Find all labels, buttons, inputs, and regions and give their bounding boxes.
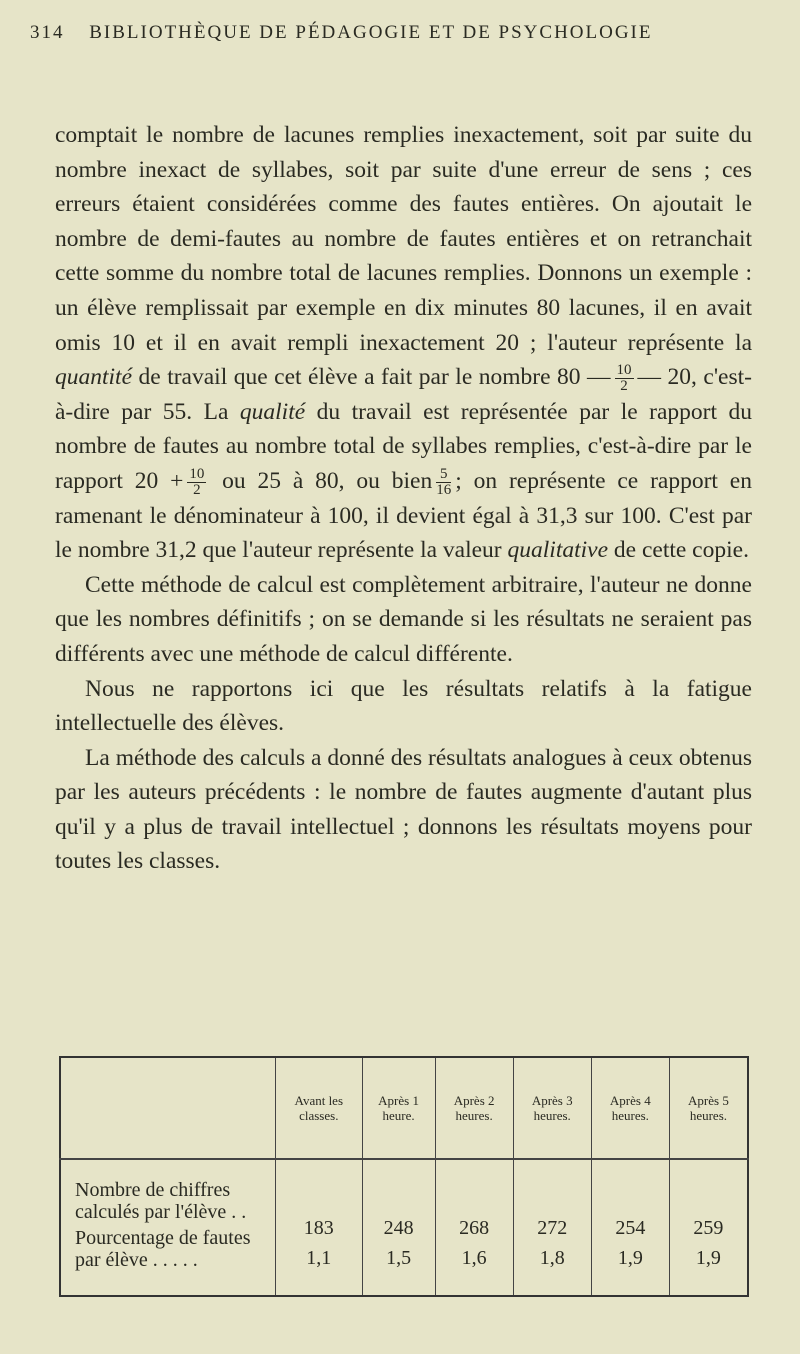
denominator: 2: [193, 482, 201, 499]
text: ou 25 à 80, ou bien: [210, 467, 433, 494]
paragraph: Cette méthode de calcul est complètement arbitraire, l'auteur ne donne que les nombres définitifs ; on se demande si les résultats ne seraient pas différents avec une méthode de calcul différente.: [55, 571, 752, 667]
table-row: [60, 1159, 748, 1296]
denominator: 16: [436, 482, 452, 499]
row-labels: [60, 1159, 276, 1296]
value: 1,8: [539, 1247, 565, 1269]
value: 1,5: [386, 1247, 412, 1269]
fraction: [615, 363, 634, 394]
value: 248: [383, 1217, 414, 1239]
value: 254: [615, 1217, 646, 1239]
numerator: 10: [616, 362, 632, 379]
running-header: [30, 22, 653, 44]
emphasis: quantité: [55, 364, 133, 391]
value: 259: [693, 1217, 724, 1239]
paragraph: Nous ne rapportons ici que les résultats relatifs à la fatigue intellectuelle des élèves.: [55, 675, 752, 737]
text: ; on représente ce rapport en ramenant le dénominateur à 100, il devient égal à 31,3 sur 100. C'est par le nombre 31,2 que l'auteur représente la valeur: [55, 467, 752, 564]
row-label: Nombre de chiffres calculés par l'élève . .: [75, 1179, 247, 1223]
column-header: Après 1 heure.: [362, 1057, 435, 1159]
denominator: 2: [620, 378, 628, 395]
column-header: Après 2 heures.: [435, 1057, 513, 1159]
text: de travail que cet élève a fait par le nombre 80 —: [132, 364, 611, 391]
column-header: Après 5 heures.: [669, 1057, 748, 1159]
paragraph: La méthode des calculs a donné des résultats analogues à ceux obtenus par les auteurs précédents : le nombre de fautes augmente d'autant plus qu'il y a plus de travail intellectuel ; donnons les résultats moyens pour toutes les classes.: [55, 744, 752, 875]
text: — 20, c'est-à-dire par 55. La: [55, 364, 752, 425]
column-header: Après 3 heures.: [513, 1057, 591, 1159]
text: du travail est représentée par le rapport du nombre de fautes au nombre total de syllabes remplies, c'est-à-dire par le rapport 20 +: [55, 398, 752, 494]
table-cell: [591, 1159, 669, 1296]
results-table: [59, 1056, 749, 1297]
value: 183: [303, 1217, 334, 1239]
value: 268: [459, 1217, 490, 1239]
table-cell: [362, 1159, 435, 1296]
page-number: 314: [30, 22, 65, 43]
value: 1,1: [306, 1247, 332, 1269]
table-cell: [435, 1159, 513, 1296]
table-cell: [513, 1159, 591, 1296]
table-cell: [276, 1159, 363, 1296]
table-header-row: [60, 1057, 748, 1159]
value: 1,6: [461, 1247, 487, 1269]
text: comptait le nombre de lacunes remplies inexactement, soit par suite du nombre inexact de syllabes, soit par suite d'une erreur de sens ; ces erreurs étaient considérées comme des fautes entières. On ajoutait le nombre de demi-fautes au nombre de fautes entières et on retranchait cette somme du nombre total de lacunes remplies. Donnons un exemple : un élève remplissait par exemple en dix minutes 80 lacunes, il en avait omis 10 et il en avait rempli inexactement 20 ; l'auteur représente la: [55, 122, 752, 356]
text: de cette copie.: [608, 537, 749, 564]
numerator: 10: [189, 466, 205, 483]
column-header: Après 4 heures.: [591, 1057, 669, 1159]
column-header: Avant les classes.: [276, 1057, 363, 1159]
fraction: [187, 467, 206, 498]
emphasis: qualité: [239, 398, 306, 425]
numerator: 5: [436, 467, 451, 483]
table-cell: [669, 1159, 748, 1296]
fraction: [436, 467, 451, 498]
row-label: Pourcentage de fautes par élève . . . . .: [75, 1227, 251, 1271]
value: 272: [537, 1217, 568, 1239]
paragraph: [55, 118, 752, 568]
value: 1,9: [617, 1247, 643, 1269]
body-text: [55, 118, 752, 879]
emphasis: qualitative: [507, 537, 609, 564]
value: 1,9: [695, 1247, 721, 1269]
running-title: BIBLIOTHÈQUE DE PÉDAGOGIE ET DE PSYCHOLOGIE: [89, 22, 653, 43]
empty-header: [60, 1057, 276, 1159]
